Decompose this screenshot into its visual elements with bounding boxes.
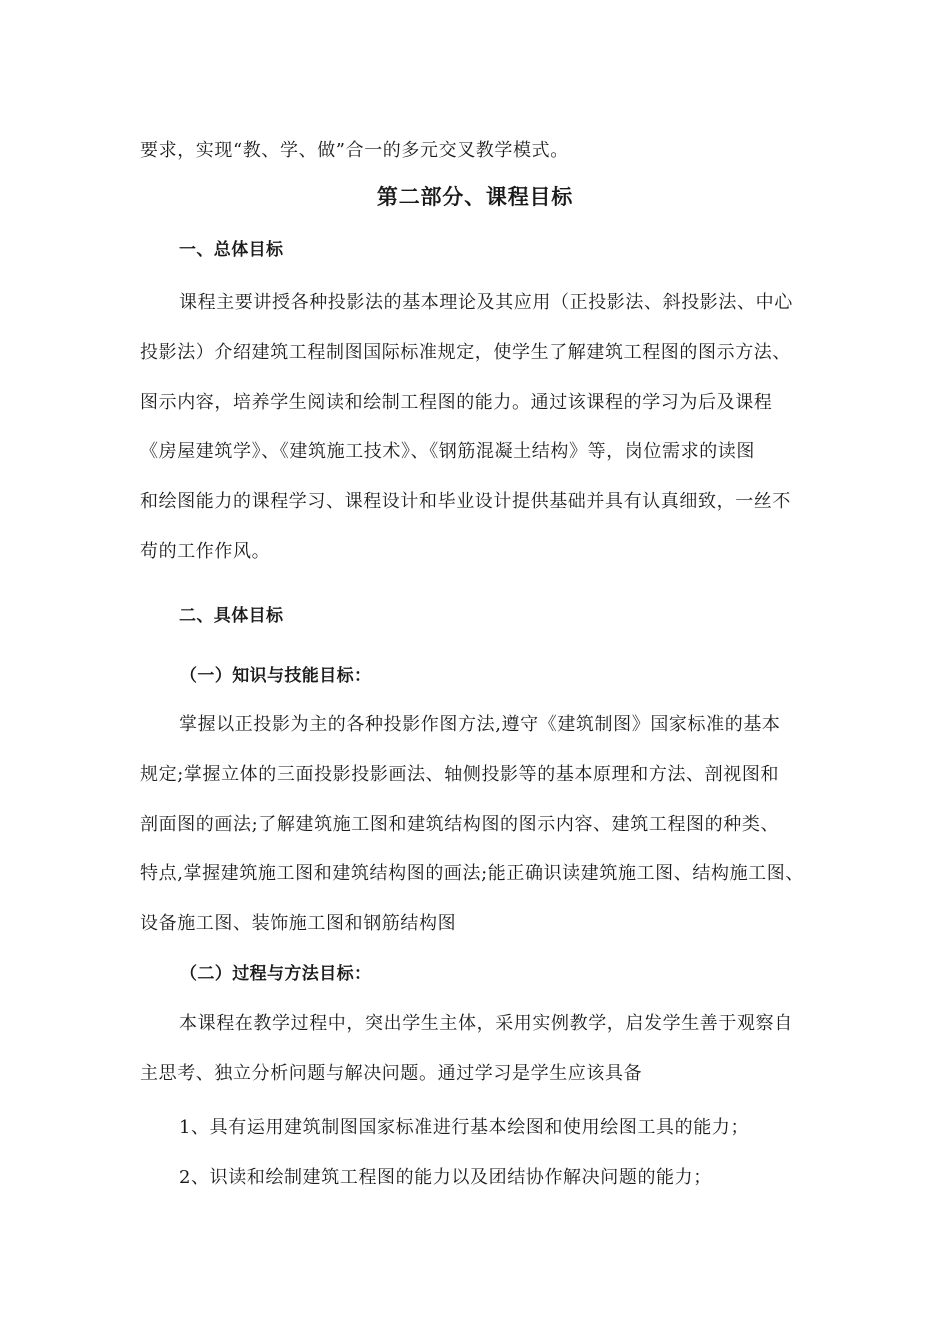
list-item: 2、识读和绘制建筑工程图的能力以及团结协作解决问题的能力； bbox=[179, 1167, 712, 1188]
list-item: 1、具有运用建筑制图国家标准进行基本绘图和使用绘图工具的能力； bbox=[179, 1117, 750, 1138]
section1-line: 和绘图能力的课程学习、课程设计和毕业设计提供基础并具有认真细致，一丝不 bbox=[140, 491, 791, 512]
section1-line: 图示内容，培养学生阅读和绘制工程图的能力。通过该课程的学习为后及课程 bbox=[140, 392, 773, 413]
intro-line: 要求，实现“教、学、做”合一的多元交叉教学模式。 bbox=[140, 140, 569, 161]
subsection1-heading: （一）知识与技能目标： bbox=[180, 666, 372, 686]
subsection1-line: 特点,掌握建筑施工图和建筑结构图的画法;能正确识读建筑施工图、结构施工图、 bbox=[140, 863, 804, 884]
subsection2-line: 主思考、独立分析问题与解决问题。通过学习是学生应该具备 bbox=[140, 1063, 643, 1084]
subsection1-line: 掌握以正投影为主的各种投影作图方法,遵守《建筑制图》国家标准的基本 bbox=[179, 714, 781, 735]
section2-heading: 二、具体目标 bbox=[179, 606, 284, 626]
section1-heading: 一、总体目标 bbox=[179, 240, 284, 260]
section1-line: 课程主要讲授各种投影法的基本理论及其应用（正投影法、斜投影法、中心 bbox=[179, 292, 793, 313]
section1-line: 苟的工作作风。 bbox=[140, 541, 271, 562]
subsection1-line: 剖面图的画法;了解建筑施工图和建筑结构图的图示内容、建筑工程图的种类、 bbox=[140, 814, 780, 835]
subsection2-line: 本课程在教学过程中，突出学生主体，采用实例教学，启发学生善于观察自 bbox=[179, 1013, 793, 1034]
part-title: 第二部分、课程目标 bbox=[376, 185, 574, 209]
subsection1-line: 规定;掌握立体的三面投影投影画法、轴侧投影等的基本原理和方法、剖视图和 bbox=[140, 764, 780, 785]
section1-line: 投影法）介绍建筑工程制图国际标准规定，使学生了解建筑工程图的图示方法、 bbox=[140, 342, 791, 363]
subsection2-heading: （二）过程与方法目标： bbox=[180, 964, 372, 984]
section1-line: 《房屋建筑学》、《建筑施工技术》、《钢筋混凝土结构》等，岗位需求的读图 bbox=[140, 441, 755, 462]
subsection1-line: 设备施工图、装饰施工图和钢筋结构图 bbox=[140, 913, 457, 934]
